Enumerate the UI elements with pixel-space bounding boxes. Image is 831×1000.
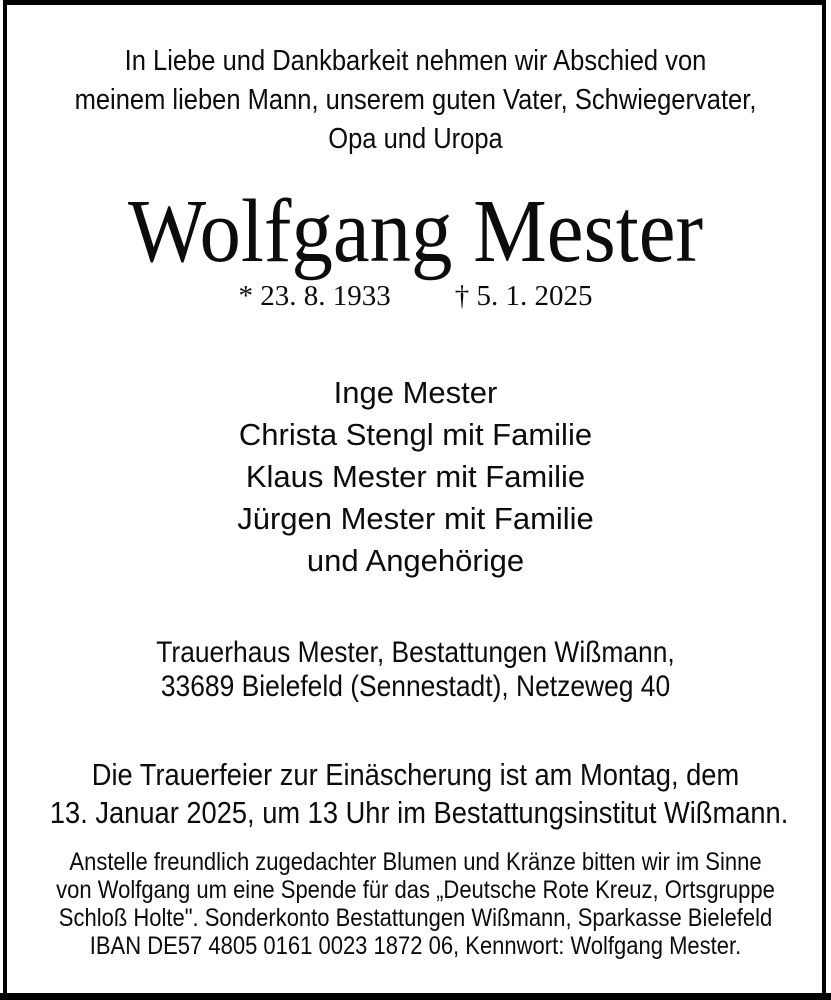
mourners-list (0, 372, 831, 582)
deceased-name: Wolfgang Mester (127, 182, 704, 281)
mourner-line: Inge Mester (333, 375, 498, 410)
mourner-line: Jürgen Mester mit Familie (237, 501, 594, 536)
mourner-line: und Angehörige (306, 543, 525, 578)
donation-line: Anstelle freundlich zugedachter Blumen und Kränze bitten wir im Sinne (69, 848, 762, 876)
donation-line: IBAN DE57 4805 0161 0023 1872 06, Kennwort: Wolfgang Mester. (89, 932, 742, 960)
donation-text (50, 848, 781, 960)
intro-line: Opa und Uropa (328, 123, 503, 155)
intro-line: meinem lieben Mann, unserem guten Vater, Schwiegervater, (74, 84, 757, 116)
intro-line: In Liebe und Dankbarkeit nehmen wir Abschied von (124, 45, 707, 77)
funeral-home-line: Trauerhaus Mester, Bestattungen Wißmann, (156, 636, 675, 669)
donation-line: von Wolfgang um eine Spende für das „Deutsche Rote Kreuz, Ortsgruppe (56, 876, 775, 904)
ceremony-line: Die Trauerfeier zur Einäscherung ist am Montag, dem (91, 757, 740, 792)
mourner-line: Christa Stengl mit Familie (238, 417, 593, 452)
funeral-home-line: 33689 Bielefeld (Sennestadt), Netzeweg 40 (160, 670, 671, 703)
birth-date: * 23. 8. 1933 (238, 280, 391, 312)
ceremony-line: 13. Januar 2025, um 13 Uhr im Bestattungsinstitut Wißmann. (49, 795, 789, 830)
mourner-line: Klaus Mester mit Familie (245, 459, 586, 494)
funeral-home-address (50, 636, 781, 704)
ceremony-text (49, 756, 789, 832)
intro-text (50, 42, 781, 159)
life-dates (0, 280, 831, 312)
bottom-rule (0, 993, 831, 1000)
death-date: † 5. 1. 2025 (454, 280, 593, 312)
donation-line: Schloß Holte". Sonderkonto Bestattungen Wißmann, Sparkasse Bielefeld (58, 904, 773, 932)
